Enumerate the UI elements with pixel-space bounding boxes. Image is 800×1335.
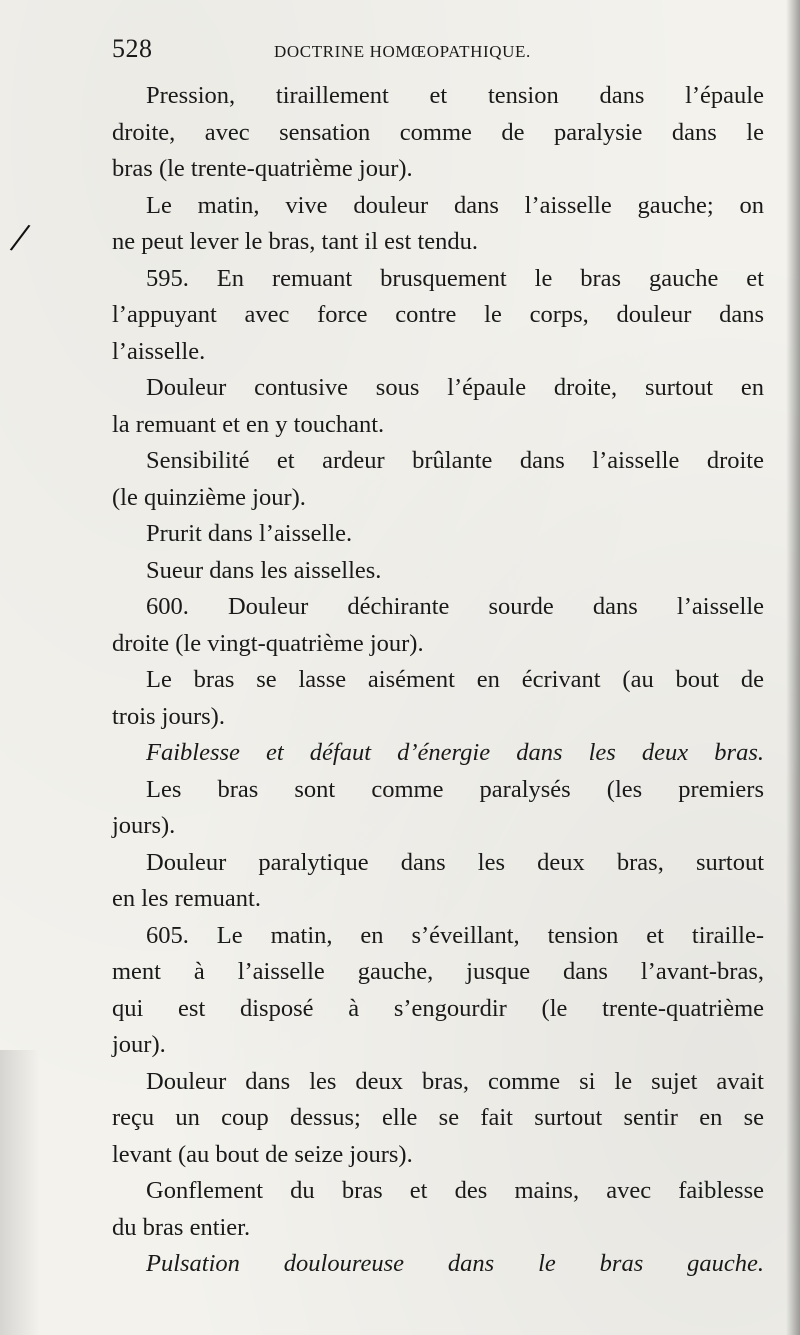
text-line: Prurit dans l’aisselle. — [146, 520, 353, 547]
page-header — [112, 34, 752, 66]
text-line: Sueur dans les aisselles. — [146, 556, 382, 584]
text-line: Gonflement du bras et des mains, avec faiblesse — [146, 1177, 764, 1204]
text-line: jour). — [112, 1031, 166, 1058]
text-line: levant (au bout de seize jours). — [112, 1140, 413, 1168]
text-line: du bras entier. — [112, 1213, 251, 1241]
text-line: ne peut lever le bras, tant il est tendu. — [112, 228, 479, 255]
margin-pencil-mark: / — [6, 212, 34, 263]
text-line: 600. Douleur déchirante sourde dans l’aisselle — [146, 593, 764, 620]
text-line: (le quinzième jour). — [112, 483, 306, 511]
text-line: qui est disposé à s’engourdir (le trente-quatrième — [112, 994, 764, 1022]
text-line: l’appuyant avec force contre le corps, douleur dans — [112, 301, 764, 328]
page-number: 528 — [112, 34, 153, 63]
page-edge-shadow — [786, 0, 800, 1335]
text-line: ment à l’aisselle gauche, jusque dans l’avant-bras, — [112, 958, 764, 985]
text-line: l’aisselle. — [112, 337, 206, 365]
body-text — [112, 78, 764, 1283]
text-line: Les bras sont comme paralysés (les premiers — [146, 775, 764, 803]
text-line: 605. Le matin, en s’éveillant, tension et tiraille- — [146, 921, 764, 949]
text-line: la remuant et en y touchant. — [112, 410, 385, 438]
text-line: droite (le vingt-quatrième jour). — [112, 629, 424, 657]
text-line: Le matin, vive douleur dans l’aisselle gauche; on — [146, 191, 764, 219]
text-line: Pulsation douloureuse dans le bras gauche. — [146, 1250, 764, 1277]
text-line: 595. En remuant brusquement le bras gauche et — [146, 264, 764, 292]
text-line: Faiblesse et défaut d’énergie dans les deux bras. — [146, 739, 764, 766]
text-line: Douleur contusive sous l’épaule droite, surtout en — [146, 374, 764, 401]
page-smudge — [0, 1050, 40, 1335]
text-line: Pression, tiraillement et tension dans l’épaule — [146, 82, 764, 109]
text-line: Le bras se lasse aisément en écrivant (au bout de — [146, 666, 764, 693]
text-line: jours). — [112, 812, 176, 839]
text-line: en les remuant. — [112, 885, 261, 912]
text-line: Douleur dans les deux bras, comme si le sujet avait — [146, 1067, 764, 1095]
text-line: Douleur paralytique dans les deux bras, surtout — [146, 848, 764, 876]
running-title: DOCTRINE HOMŒOPATHIQUE. — [274, 42, 531, 61]
text-line: trois jours). — [112, 702, 225, 730]
text-line: reçu un coup dessus; elle se fait surtout sentir en se — [112, 1104, 764, 1131]
text-line: droite, avec sensation comme de paralysie dans le — [112, 118, 764, 146]
text-line: bras (le trente-quatrième jour). — [112, 155, 413, 182]
text-line: Sensibilité et ardeur brûlante dans l’aisselle droite — [146, 447, 764, 474]
